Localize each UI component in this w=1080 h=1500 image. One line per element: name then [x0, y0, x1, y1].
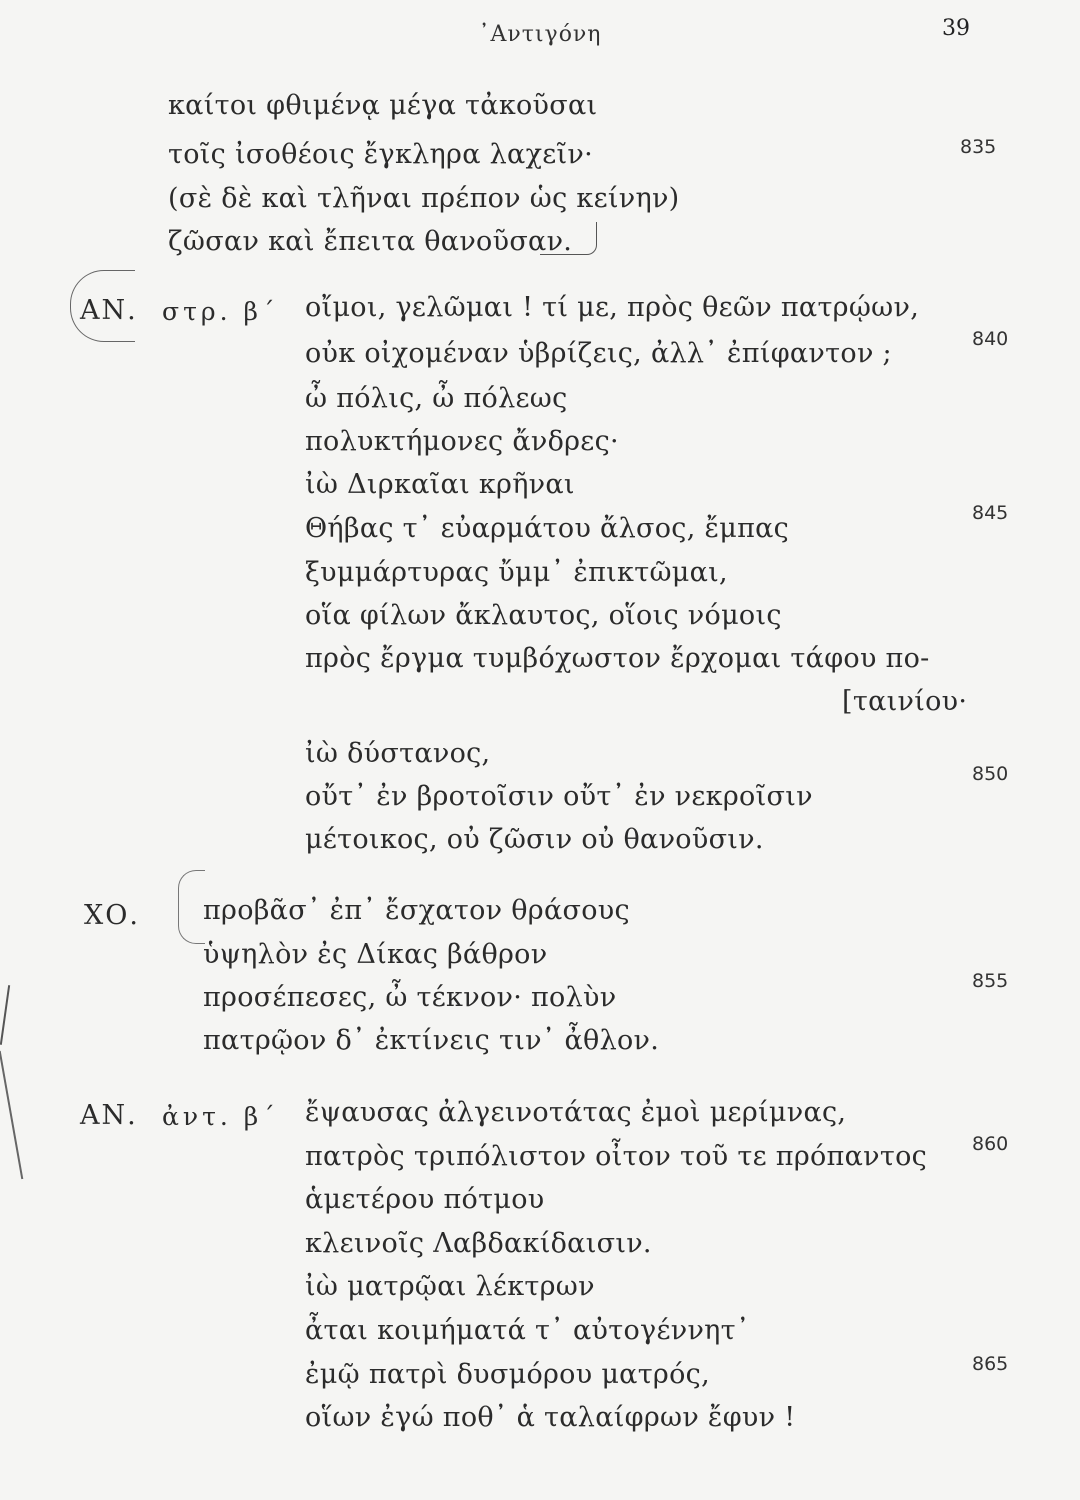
verse-line: τοῖς ἰσοθέοις ἔγκληρα λαχεῖν·	[168, 139, 593, 170]
line-number: 850	[972, 763, 1009, 785]
speaker-label: ΧΟ.	[84, 900, 140, 931]
verse-line: οὔτ᾿ ἐν βροτοῖσιν οὔτ᾿ ἐν νεκροῖσιν	[305, 781, 813, 812]
margin-pencil-stroke	[0, 985, 10, 1045]
speaker-label: ΑΝ.	[80, 1100, 138, 1131]
antistrophe-label: ἀντ. β΄	[162, 1102, 279, 1131]
verse-line: ζῶσαν καὶ ἔπειτα θανοῦσαν.	[168, 226, 573, 257]
line-number: 845	[972, 502, 1009, 524]
verse-line: οἵα φίλων ἄκλαυτος, οἵοις νόμοις	[305, 600, 782, 631]
verse-line: ἁμετέρου πότμου	[305, 1184, 545, 1215]
verse-line: ἔψαυσας ἀλγεινοτάτας ἐμοὶ μερίμνας,	[305, 1097, 847, 1128]
line-number: 860	[972, 1133, 1009, 1155]
verse-line: ἐμῷ πατρὶ δυσμόρου ματρός,	[305, 1359, 710, 1390]
line-number: 835	[960, 136, 997, 158]
verse-line: πατρῷον δ᾿ ἐκτίνεις τιν᾿ ἆθλον.	[203, 1025, 660, 1056]
verse-line-continuation: [ταινίου·	[842, 686, 968, 717]
verse-line: οἴμοι, γελῶμαι ! τί με, πρὸς θεῶν πατρῴων,	[305, 292, 920, 323]
verse-line: κλεινοῖς Λαβδακίδαισιν.	[305, 1228, 652, 1259]
verse-line: ἰὼ Διρκαῖαι κρῆναι	[305, 469, 575, 500]
line-number: 840	[972, 328, 1009, 350]
pencil-underline-mark	[540, 222, 597, 255]
pencil-bracket-mark	[178, 870, 205, 944]
verse-line: (σὲ δὲ καὶ τλῆναι πρέπον ὡς κείνην)	[168, 183, 680, 214]
running-head: ᾿Αντιγόνη	[478, 22, 602, 47]
verse-line: ὑψηλὸν ἐς Δίκας βάθρον	[203, 939, 548, 970]
verse-line: πατρὸς τριπόλιστον οἶτον τοῦ τε πρόπαντος	[305, 1141, 928, 1172]
line-number: 855	[972, 970, 1009, 992]
verse-line: μέτοικος, οὐ ζῶσιν οὐ θανοῦσιν.	[305, 824, 764, 855]
verse-line: πρὸς ἔργμα τυμβόχωστον ἔρχομαι τάφου πο-	[305, 643, 930, 674]
verse-line: οἵων ἐγώ ποθ᾿ ἁ ταλαίφρων ἔφυν !	[305, 1402, 796, 1433]
verse-line: οὐκ οἰχομέναν ὑβρίζεις, ἀλλ᾿ ἐπίφαντον ;	[305, 338, 892, 369]
line-number: 865	[972, 1353, 1009, 1375]
verse-line: ἰὼ δύστανος,	[305, 738, 491, 769]
verse-line: προβᾶσ᾿ ἐπ᾿ ἔσχατον θράσους	[203, 895, 630, 926]
verse-line: ἆται κοιμήματά τ᾿ αὐτογέννητ᾿	[305, 1315, 750, 1346]
verse-line: ὦ πόλις, ὦ πόλεως	[305, 383, 568, 414]
verse-line: ἰὼ ματρῷαι λέκτρων	[305, 1271, 595, 1302]
verse-line: προσέπεσες, ὦ τέκνον· πολὺν	[203, 982, 617, 1013]
verse-line: Θήβας τ᾿ εὐαρμάτου ἄλσος, ἔμπας	[305, 513, 790, 544]
speaker-label: ΑΝ.	[80, 295, 138, 326]
page-number: 39	[942, 16, 970, 41]
verse-line: καίτοι φθιμένᾳ μέγα τἀκοῦσαι	[168, 90, 598, 121]
margin-pencil-stroke	[0, 1051, 23, 1179]
verse-line: ξυμμάρτυρας ὔμμ᾿ ἐπικτῶμαι,	[305, 557, 728, 588]
verse-line: πολυκτήμονες ἄνδρες·	[305, 426, 619, 457]
strophe-label: στρ. β΄	[162, 297, 279, 326]
